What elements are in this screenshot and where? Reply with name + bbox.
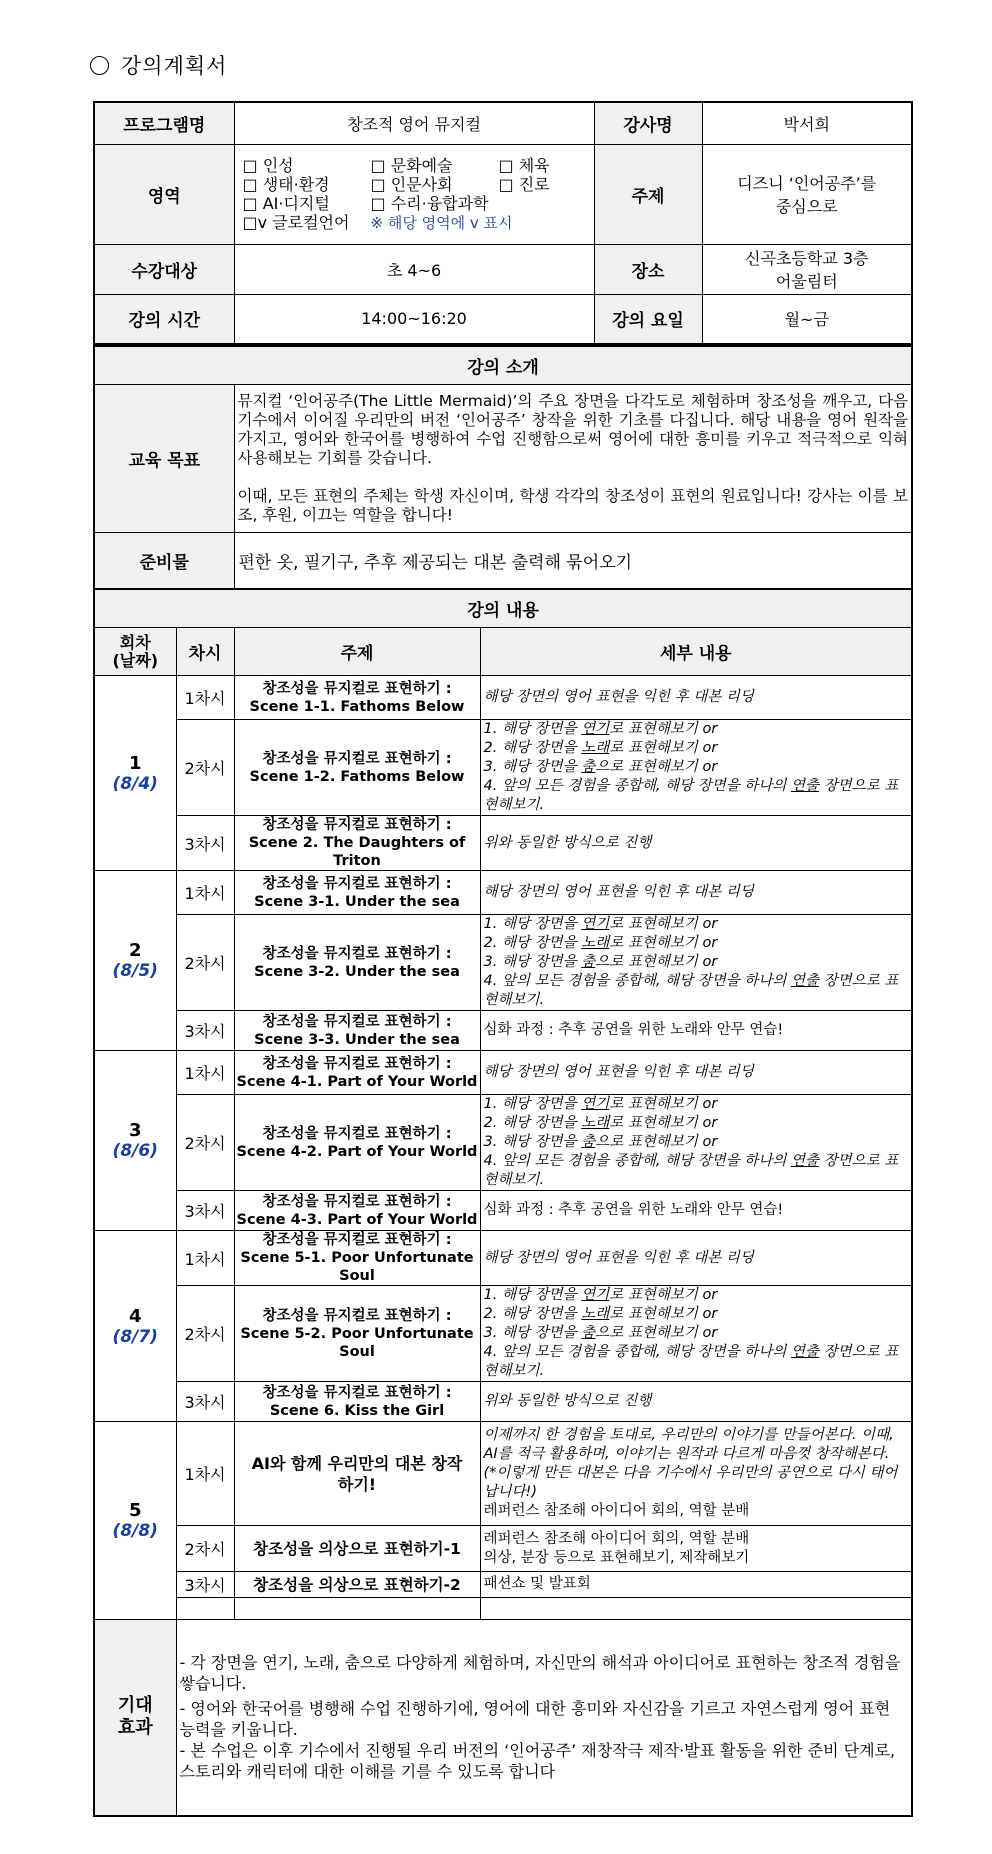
detail-cell: 해당 장면의 영어 표현을 익힌 후 대본 리딩	[480, 1051, 912, 1095]
session-cell: 1차시	[176, 871, 234, 915]
subject-cell: 창조성을 뮤지컬로 표현하기 : Scene 6. Kiss the Girl	[234, 1382, 480, 1422]
round-cell: 3 (8/6)	[94, 1051, 176, 1231]
subject-cell: 창조성을 뮤지컬로 표현하기 : Scene 2. The Daughters of Triton	[234, 816, 480, 871]
prep-label: 준비물	[94, 533, 234, 589]
subject-cell: 창조성을 뮤지컬로 표현하기 : Scene 5-2. Poor Unfortunate Soul	[234, 1286, 480, 1382]
detail-cell: 심화 과정 : 추후 공연을 위한 노래와 안무 연습!	[480, 1011, 912, 1051]
detail-cell: 1. 해당 장면을 연기로 표현해보기 or 2. 해당 장면을 노래로 표현해보기 or 3. 해당 장면을 춤으로 표현해보기 or 4. 앞의 모든 경험을 종합해, 해당 장면을 하나의 연출 장면으로 표현해보기.	[480, 720, 912, 816]
detail-cell: 위와 동일한 방식으로 진행	[480, 1382, 912, 1422]
detail-cell: 이제까지 한 경험을 토대로, 우리만의 이야기를 만들어본다. 이때, AI를 적극 활용하며, 이야기는 원작과 다르게 마음껏 창작해본다. (*이렇게 만든 대본은 다음 기수에서 우리만의 공연으로 다시 태어납니다!) 레퍼런스 참조해 아이디어 회의, 역할 분배	[480, 1422, 912, 1526]
effect-paragraph: - 본 수업은 이후 기수에서 진행될 우리 버전의 ‘인어공주’ 재창작극 제작·발표 활동을 위한 준비 단계로, 스토리와 캐릭터에 대한 이해를 기를 수 있도록 합니다	[179, 1741, 896, 1782]
detail-cell: 패션쇼 및 발표회	[480, 1572, 912, 1598]
round-cell: 2 (8/5)	[94, 871, 176, 1051]
session-cell: 3차시	[176, 1572, 234, 1598]
area-option[interactable]: □ 인성	[242, 155, 294, 175]
session-cell: 3차시	[176, 1011, 234, 1051]
session-cell: 2차시	[176, 1286, 234, 1382]
subject-cell: 창조성을 뮤지컬로 표현하기 : Scene 3-3. Under the sea	[234, 1011, 480, 1051]
intro-table	[93, 345, 913, 590]
subject-cell: 창조성을 뮤지컬로 표현하기 : Scene 4-2. Part of Your World	[234, 1095, 480, 1191]
session-header: 차시	[176, 628, 234, 676]
days-label: 강의 요일	[594, 294, 702, 344]
session-cell: 3차시	[176, 816, 234, 871]
subject-cell: 창조성을 뮤지컬로 표현하기 : Scene 3-2. Under the sea	[234, 915, 480, 1011]
session-cell: 2차시	[176, 915, 234, 1011]
instructor-value: 박서희	[702, 102, 912, 144]
session-cell: 2차시	[176, 720, 234, 816]
effect-paragraph: - 각 장면을 연기, 노래, 춤으로 다양하게 체험하며, 자신만의 해석과 아이디어로 표현하는 창조적 경험을 쌓습니다.	[179, 1653, 901, 1694]
subject-cell: 창조성을 의상으로 표현하기-1	[234, 1526, 480, 1572]
round-cell: 1 (8/4)	[94, 676, 176, 871]
content-table	[93, 588, 913, 1817]
session-cell: 2차시	[176, 1095, 234, 1191]
area-option[interactable]: □ 진로	[498, 174, 550, 194]
topic-label: 주제	[594, 144, 702, 244]
subject-header: 주제	[234, 628, 480, 676]
detail-cell: 1. 해당 장면을 연기로 표현해보기 or 2. 해당 장면을 노래로 표현해보기 or 3. 해당 장면을 춤으로 표현해보기 or 4. 앞의 모든 경험을 종합해, 해당 장면을 하나의 연출 장면으로 표현해보기.	[480, 915, 912, 1011]
detail-cell: 해당 장면의 영어 표현을 익힌 후 대본 리딩	[480, 676, 912, 720]
detail-cell: 위와 동일한 방식으로 진행	[480, 816, 912, 871]
place-value: 신곡초등학교 3층 어울림터	[702, 244, 912, 294]
target-label: 수강대상	[94, 244, 234, 294]
area-label: 영역	[94, 144, 234, 244]
subject-cell: 창조성을 뮤지컬로 표현하기 : Scene 1-1. Fathoms Below	[234, 676, 480, 720]
subject-cell: AI와 함께 우리만의 대본 창작하기!	[234, 1422, 480, 1526]
session-cell: 1차시	[176, 1051, 234, 1095]
subject-cell: 창조성을 뮤지컬로 표현하기 : Scene 4-1. Part of Your World	[234, 1051, 480, 1095]
detail-cell: 해당 장면의 영어 표현을 익힌 후 대본 리딩	[480, 1231, 912, 1286]
target-value: 초 4~6	[234, 244, 594, 294]
program-label: 프로그램명	[94, 102, 234, 144]
area-checklist	[234, 144, 594, 244]
subject-cell: 창조성을 뮤지컬로 표현하기 : Scene 5-1. Poor Unfortunate Soul	[234, 1231, 480, 1286]
session-cell: 2차시	[176, 1526, 234, 1572]
session-cell: 1차시	[176, 1231, 234, 1286]
content-section-title: 강의 내용	[94, 589, 912, 628]
circle-bullet-icon	[90, 56, 109, 75]
detail-header: 세부 내용	[480, 628, 912, 676]
area-option[interactable]: □ 수리·융합과학	[370, 193, 489, 213]
instructor-label: 강사명	[594, 102, 702, 144]
time-label: 강의 시간	[94, 294, 234, 344]
area-option[interactable]: □ AI·디지털	[242, 193, 330, 213]
round-header: 회차 (날짜)	[94, 628, 176, 676]
intro-section-title: 강의 소개	[94, 346, 912, 385]
place-label: 장소	[594, 244, 702, 294]
effect-text	[176, 1620, 912, 1816]
time-value: 14:00~16:20	[234, 294, 594, 344]
goal-text	[234, 385, 912, 533]
session-cell: 3차시	[176, 1382, 234, 1422]
subject-cell: 창조성을 의상으로 표현하기-2	[234, 1572, 480, 1598]
area-option[interactable]: □ 인문사회	[370, 174, 453, 194]
goal-paragraph: 이때, 모든 표현의 주체는 학생 자신이며, 학생 각각의 창조성이 표현의 원료입니다! 강사는 이를 보조, 후원, 이끄는 역할을 합니다!	[237, 487, 909, 524]
session-cell: 1차시	[176, 1422, 234, 1526]
detail-cell: 심화 과정 : 추후 공연을 위한 노래와 안무 연습!	[480, 1191, 912, 1231]
effect-label: 기대 효과	[94, 1620, 176, 1816]
detail-cell: 1. 해당 장면을 연기로 표현해보기 or 2. 해당 장면을 노래로 표현해보기 or 3. 해당 장면을 춤으로 표현해보기 or 4. 앞의 모든 경험을 종합해, 해당 장면을 하나의 연출 장면으로 표현해보기.	[480, 1286, 912, 1382]
detail-cell: 해당 장면의 영어 표현을 익힌 후 대본 리딩	[480, 871, 912, 915]
session-cell: 1차시	[176, 676, 234, 720]
subject-cell: 창조성을 뮤지컬로 표현하기 : Scene 3-1. Under the sea	[234, 871, 480, 915]
prep-value: 편한 옷, 필기구, 추후 제공되는 대본 출력해 묶어오기	[234, 533, 912, 589]
goal-label: 교육 목표	[94, 385, 234, 533]
goal-paragraph: 뮤지컬 ‘인어공주(The Little Mermaid)’의 주요 장면을 다각도로 체험하며 창조성을 깨우고, 다음 기수에서 이어질 우리만의 버전 ‘인어공주’ 창작을 위한 기초를 다집니다. 해당 내용을 영어 원작을 가지고, 영어와 한국어를 병행하여 수업 진행함으로써 영어에 대한 흥미를 키우고 적극적으로 익혀 사용해보는 기회를 갖습니다.	[237, 392, 909, 467]
round-cell: 5 (8/8)	[94, 1422, 176, 1620]
days-value: 월~금	[702, 294, 912, 344]
program-value: 창조적 영어 뮤지컬	[234, 102, 594, 144]
info-table	[93, 101, 913, 345]
area-option[interactable]: □ 생태·환경	[242, 174, 330, 194]
detail-cell: 1. 해당 장면을 연기로 표현해보기 or 2. 해당 장면을 노래로 표현해보기 or 3. 해당 장면을 춤으로 표현해보기 or 4. 앞의 모든 경험을 종합해, 해당 장면을 하나의 연출 장면으로 표현해보기.	[480, 1095, 912, 1191]
detail-cell: 레퍼런스 참조해 아이디어 회의, 역할 분배 의상, 분장 등으로 표현해보기, 제작해보기	[480, 1526, 912, 1572]
topic-value: 디즈니 ‘인어공주’를 중심으로	[702, 144, 912, 244]
subject-cell: 창조성을 뮤지컬로 표현하기 : Scene 1-2. Fathoms Below	[234, 720, 480, 816]
area-note: ※ 해당 영역에 v 표시	[370, 213, 513, 232]
round-cell: 4 (8/7)	[94, 1231, 176, 1422]
effect-paragraph: - 영어와 한국어를 병행해 수업 진행하기에, 영어에 대한 흥미와 자신감을 기르고 자연스럽게 영어 표현 능력을 키웁니다.	[179, 1699, 891, 1740]
subject-cell: 창조성을 뮤지컬로 표현하기 : Scene 4-3. Part of Your World	[234, 1191, 480, 1231]
session-cell: 3차시	[176, 1191, 234, 1231]
area-option[interactable]: □ 체육	[498, 155, 550, 175]
area-option-checked[interactable]: □v 글로컬언어	[242, 212, 350, 232]
area-option[interactable]: □ 문화예술	[370, 155, 453, 175]
document-title: 강의계획서	[90, 50, 227, 80]
